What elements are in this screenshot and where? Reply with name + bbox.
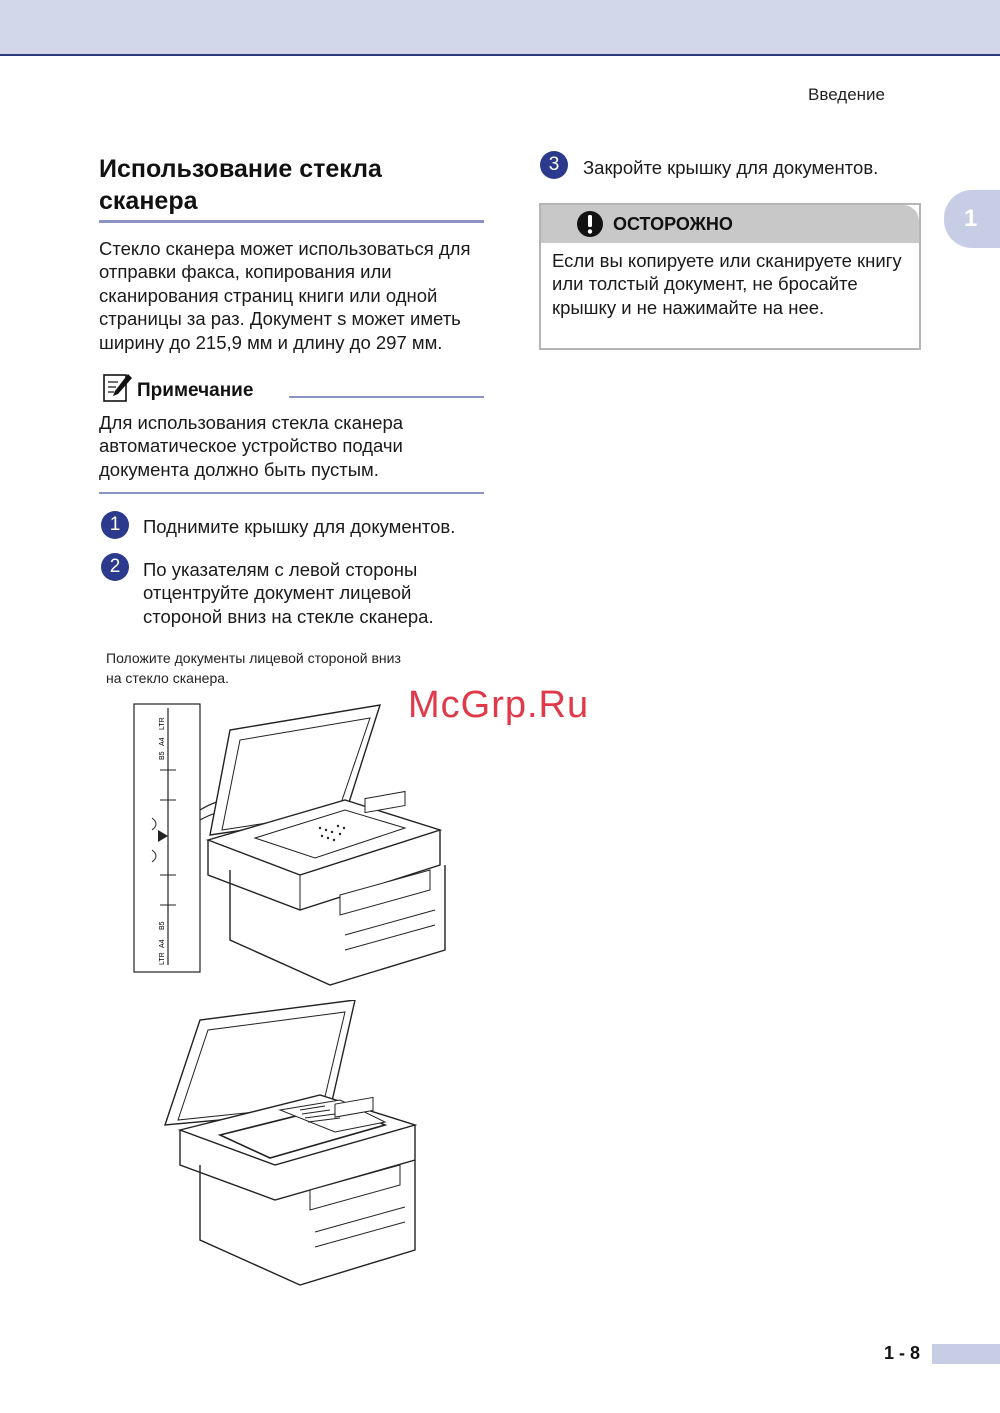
running-header: Введение — [808, 85, 885, 104]
scanner-closed-illustration — [160, 1000, 440, 1295]
guide-mark-a4-bottom: A4 — [159, 939, 166, 948]
guide-mark-a4-top: A4 — [159, 737, 166, 746]
note-bottom-divider — [99, 492, 484, 494]
note-pencil-icon — [101, 372, 133, 404]
step-3-text: Закройте крышку для документов. — [583, 157, 879, 178]
step-1-badge: 1 — [101, 511, 129, 539]
caution-box — [539, 203, 921, 350]
section-body: Стекло сканера может использоваться для отправки факса, копирования или сканирования страниц книги или одной страницы за раз. Документ s может иметь ширину до 215,9 мм и длину до 297 мм. — [99, 238, 471, 353]
guide-mark-ltr-top: LTR — [159, 717, 166, 730]
header-band — [0, 0, 1000, 56]
step-2-badge: 2 — [101, 553, 129, 581]
figure-caption: Положите документы лицевой стороной вниз на стекло сканера. — [106, 650, 401, 686]
watermark: McGrp.Ru — [408, 684, 590, 726]
chapter-number: 1 — [964, 205, 978, 232]
step-2-text: По указателям с левой стороны отцентруйте документ лицевой стороной вниз на стекле сканера. — [143, 559, 434, 627]
title-divider — [99, 220, 484, 223]
scanner-open-illustration — [130, 700, 470, 995]
page-number: 1 - 8 — [884, 1343, 921, 1363]
section-title: Использование стекла сканера — [99, 155, 382, 215]
page-number-tab — [932, 1344, 1000, 1364]
step-1-text: Поднимите крышку для документов. — [143, 516, 456, 537]
exclamation-icon — [576, 210, 604, 238]
caution-header — [541, 205, 919, 243]
note-header — [99, 372, 484, 404]
guide-mark-b5-top: B5 — [159, 751, 166, 760]
note-label: Примечание — [137, 380, 254, 401]
step-3-badge: 3 — [540, 151, 568, 179]
caution-text: Если вы копируете или сканируете книгу или толстый документ, не бросайте крышку и не нажимайте на нее. — [552, 250, 902, 318]
caution-label: ОСТОРОЖНО — [613, 214, 733, 234]
chapter-tab — [944, 190, 1000, 248]
note-header-rule — [289, 396, 484, 398]
guide-mark-ltr-bottom: LTR — [159, 952, 166, 965]
note-text: Для использования стекла сканера автоматическое устройство подачи документа должно быть пустым. — [99, 412, 404, 480]
guide-mark-b5-bottom: B5 — [159, 921, 166, 930]
